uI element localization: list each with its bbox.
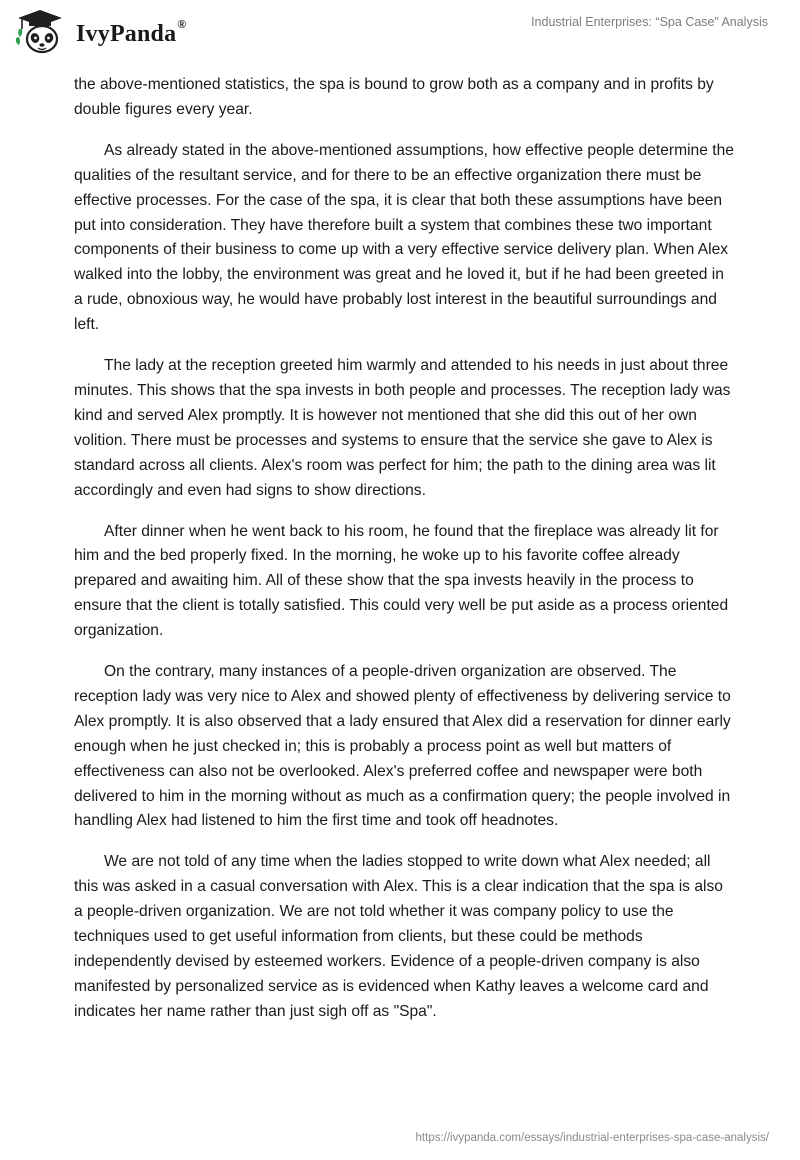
page-header (0, 0, 800, 68)
ivypanda-logo[interactable] (14, 8, 186, 56)
logo-wordmark (76, 16, 187, 48)
paragraph: As already stated in the above-mentioned assumptions, how effective people determine the qualities of the resultant service, and for there to be an effective organization there must be effective processes. For the case of the spa, it is clear that both these assumptions have been put into consideration. They have therefore built a system that combines these two important components of their business to come up with a very effective service delivery plan. When Alex walked into the lobby, the environment was great and he loved it, but if he had been greeted in a rude, obnoxious way, he would have probably lost interest in the beautiful surroundings and left. (74, 141, 734, 334)
paragraph: the above-mentioned statistics, the spa is bound to grow both as a company and in profits by double figures every year. (74, 76, 714, 118)
paragraph: We are not told of any time when the ladies stopped to write down what Alex needed; all this was asked in a casual conversation with Alex. This is a clear indication that the spa is also a people-driven organization. We are not told whether it was company policy to use the techniques used to get useful information from clients, but these could be methods independently devised by esteemed workers. Evidence of a people-driven company is also manifested by personalized service as is evidenced when Kathy leaves a welcome card and indicates her name rather than just sigh off as "Spa". (74, 853, 723, 1020)
paragraph: After dinner when he went back to his room, he found that the fireplace was already lit for him and the bed properly fixed. In the morning, he woke up to his favorite coffee already prepared and awaiting him. All of these show that the spa invests heavily in the process to ensure that the client is totally satisfied. This could very well be put aside as a process oriented organization. (74, 522, 729, 640)
panda-graduate-icon (14, 9, 66, 55)
essay-body (74, 73, 734, 1041)
registered-mark: ® (177, 16, 187, 31)
logo-text: IvyPanda (76, 20, 177, 47)
paragraph: On the contrary, many instances of a people-driven organization are observed. The reception lady was very nice to Alex and showed plenty of effectiveness by delivering service to Alex promptly. It is also observed that a lady ensured that Alex did a reservation for dinner early enough when he just checked in; this is probably a process point as well but matters of effectiveness can also not be overlooked. Alex's preferred coffee and newspaper were both delivered to him in the morning without as much as a confirmation query; the people involved in handling Alex had listened to him the first time and took off headnotes. (74, 663, 731, 830)
source-url[interactable]: https://ivypanda.com/essays/industrial-enterprises-spa-case-analysis/ (415, 1132, 769, 1144)
document-title: Industrial Enterprises: “Spa Case” Analysis (531, 15, 768, 29)
paragraph: The lady at the reception greeted him warmly and attended to his needs in just about three minutes. This shows that the spa invests in both people and processes. The reception lady was kind and served Alex promptly. It is however not mentioned that she did this out of her own volition. There must be processes and systems to ensure that the service she gave to Alex is standard across all clients. Alex's room was perfect for him; the path to the dining area was lit accordingly and even had signs to show directions. (74, 357, 731, 499)
